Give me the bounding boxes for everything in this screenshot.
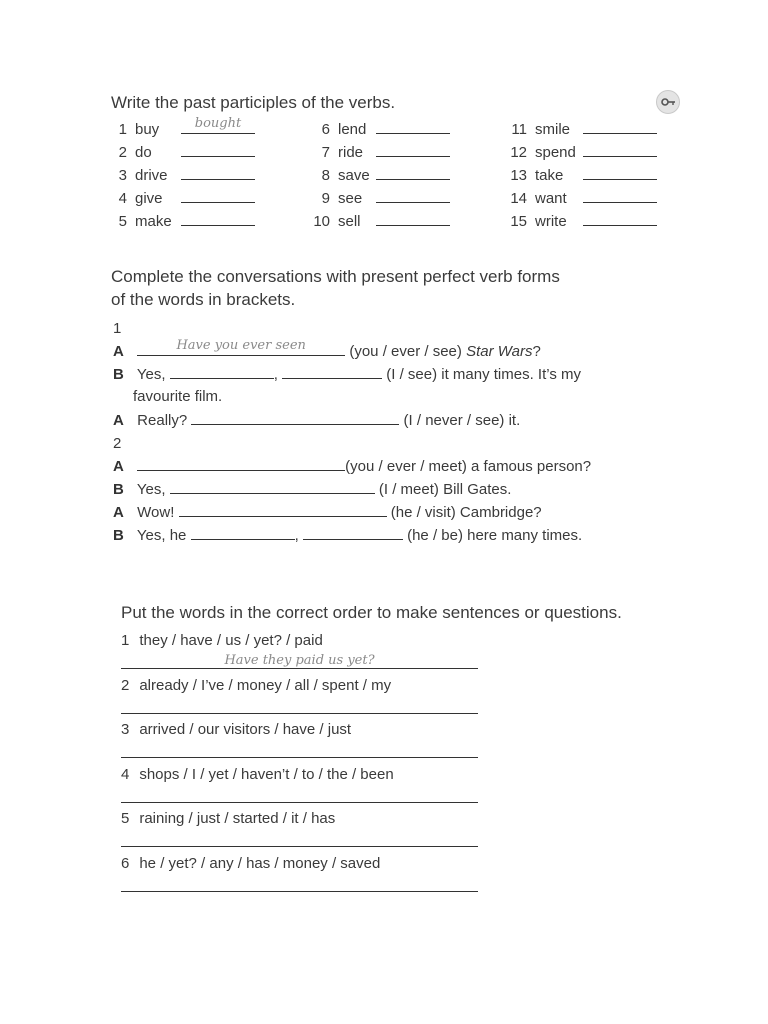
answer-line[interactable] bbox=[121, 802, 478, 803]
conv2-line3 bbox=[113, 504, 542, 522]
word-order-item bbox=[121, 766, 394, 784]
handwritten-answer: Have you ever seen bbox=[176, 338, 306, 353]
verb-text: smile bbox=[535, 121, 571, 138]
answer-blank[interactable] bbox=[170, 481, 375, 494]
verb-item bbox=[503, 144, 657, 162]
film-title: Star Wars bbox=[466, 343, 533, 360]
conv2-line4 bbox=[113, 527, 582, 545]
conv2-line2 bbox=[113, 481, 511, 499]
verb-item bbox=[308, 144, 450, 162]
answer-blank[interactable] bbox=[191, 527, 295, 540]
answer-line[interactable] bbox=[121, 713, 478, 714]
answer-blank[interactable] bbox=[583, 213, 657, 226]
verb-item bbox=[308, 213, 450, 231]
answer-blank[interactable] bbox=[376, 121, 450, 134]
answer-blank[interactable] bbox=[583, 121, 657, 134]
jumbled-words: he / yet? / any / has / money / saved bbox=[139, 855, 381, 872]
question-mark: ? bbox=[532, 343, 541, 360]
speaker-label: A bbox=[113, 458, 124, 475]
item-number: 12 bbox=[510, 144, 527, 161]
prompt-text: (I / never / see) it. bbox=[403, 412, 521, 429]
verb-item bbox=[503, 213, 657, 231]
item-number: 3 bbox=[121, 721, 130, 739]
verb-text: want bbox=[535, 190, 567, 207]
speaker-label: A bbox=[113, 504, 124, 521]
answer-blank[interactable] bbox=[181, 116, 255, 134]
line-lead-text: Really? bbox=[137, 412, 188, 429]
answer-blank[interactable] bbox=[181, 167, 255, 180]
exercise2-heading-line1: Complete the conversations with present perfect verb forms bbox=[111, 267, 560, 286]
handwritten-answer: bought bbox=[194, 116, 242, 131]
item-number: 6 bbox=[321, 121, 330, 138]
prompt-text: (I / see) it many times. It’s my bbox=[386, 366, 581, 383]
verb-text: take bbox=[535, 167, 564, 184]
comma: , bbox=[294, 527, 299, 544]
answer-blank[interactable] bbox=[137, 338, 345, 356]
item-number: 7 bbox=[321, 144, 330, 161]
verb-text: see bbox=[338, 190, 363, 207]
answer-blank[interactable] bbox=[376, 167, 450, 180]
answer-blank[interactable] bbox=[583, 167, 657, 180]
item-number: 14 bbox=[510, 190, 527, 207]
word-order-item bbox=[121, 721, 351, 739]
prompt-text: (he / visit) Cambridge? bbox=[390, 504, 542, 521]
item-number: 4 bbox=[121, 765, 130, 783]
answer-blank[interactable] bbox=[191, 412, 399, 425]
conv2-line1 bbox=[113, 458, 591, 476]
verb-item bbox=[503, 121, 657, 139]
item-number: 4 bbox=[118, 190, 127, 207]
verb-item bbox=[308, 190, 450, 208]
verb-text: do bbox=[135, 144, 152, 161]
prompt-text: (he / be) here many times. bbox=[407, 527, 583, 544]
item-number: 10 bbox=[313, 213, 330, 230]
exercise3-heading: Put the words in the correct order to make sentences or questions. bbox=[121, 603, 622, 622]
item-number: 9 bbox=[321, 190, 330, 207]
line-lead-text: Wow! bbox=[137, 504, 175, 521]
answer-line[interactable] bbox=[121, 891, 478, 892]
exercise2-heading-line2: of the words in brackets. bbox=[111, 290, 296, 309]
handwritten-answer: Have they paid us yet? bbox=[224, 653, 375, 668]
verb-text: spend bbox=[535, 144, 576, 161]
item-number: 8 bbox=[321, 167, 330, 184]
answer-blank[interactable] bbox=[583, 144, 657, 157]
prompt-text: (you / ever / see) bbox=[349, 343, 462, 360]
item-number: 13 bbox=[510, 167, 527, 184]
verb-item bbox=[113, 167, 255, 185]
answer-blank[interactable] bbox=[137, 458, 345, 471]
answer-blank[interactable] bbox=[583, 190, 657, 203]
verb-text: lend bbox=[338, 121, 367, 138]
word-order-item bbox=[121, 632, 323, 650]
item-number: 15 bbox=[510, 213, 527, 230]
answer-blank[interactable] bbox=[376, 213, 450, 226]
answer-blank[interactable] bbox=[170, 366, 274, 379]
answer-blank[interactable] bbox=[282, 366, 382, 379]
answer-blank[interactable] bbox=[181, 144, 255, 157]
prompt-text: (I / meet) Bill Gates. bbox=[378, 481, 512, 498]
verb-item bbox=[113, 116, 255, 139]
item-number: 1 bbox=[118, 121, 127, 138]
verb-text: give bbox=[135, 190, 163, 207]
key-icon[interactable] bbox=[656, 90, 680, 114]
speaker-label: B bbox=[113, 366, 124, 383]
verb-item bbox=[113, 144, 255, 162]
verb-text: buy bbox=[135, 121, 160, 138]
item-number: 2 bbox=[121, 676, 130, 694]
item-number: 5 bbox=[121, 810, 130, 828]
verb-text: sell bbox=[338, 213, 361, 230]
answer-blank[interactable] bbox=[179, 504, 387, 517]
item-number: 5 bbox=[118, 213, 127, 230]
line-lead-text: Yes, he bbox=[136, 527, 187, 544]
line-lead-text: Yes, bbox=[136, 366, 166, 383]
verb-text: make bbox=[135, 213, 172, 230]
comma: , bbox=[273, 366, 278, 383]
verb-item bbox=[503, 190, 657, 208]
speaker-label: A bbox=[113, 343, 124, 360]
speaker-label: B bbox=[113, 481, 124, 498]
item-number: 6 bbox=[121, 855, 130, 872]
verb-item bbox=[113, 190, 255, 208]
word-order-item bbox=[121, 677, 391, 695]
answer-blank[interactable] bbox=[181, 213, 255, 226]
conv1-line2 bbox=[113, 366, 581, 384]
verb-item bbox=[113, 213, 255, 231]
jumbled-words: raining / just / started / it / has bbox=[139, 810, 336, 828]
jumbled-words: shops / I / yet / haven’t / to / the / been bbox=[139, 765, 394, 783]
jumbled-words: arrived / our visitors / have / just bbox=[139, 721, 352, 739]
verb-text: ride bbox=[338, 144, 364, 161]
verb-item bbox=[308, 121, 450, 139]
item-number: 2 bbox=[118, 144, 127, 161]
jumbled-words: they / have / us / yet? / paid bbox=[139, 632, 323, 649]
answer-line[interactable] bbox=[121, 668, 478, 669]
conv1-line1 bbox=[113, 338, 541, 361]
conv1-line2-continued: favourite film. bbox=[133, 388, 223, 405]
verb-text: save bbox=[338, 167, 370, 184]
conv1-line3 bbox=[113, 412, 520, 430]
answer-blank[interactable] bbox=[303, 527, 403, 540]
prompt-text: (you / ever / meet) a famous person? bbox=[345, 458, 592, 475]
word-order-item bbox=[121, 810, 335, 828]
answer-line[interactable] bbox=[121, 846, 478, 847]
conversation-1-number: 1 bbox=[113, 320, 122, 337]
conversation-2-number: 2 bbox=[113, 435, 122, 452]
exercise1-heading: Write the past participles of the verbs. bbox=[111, 93, 396, 112]
speaker-label: B bbox=[113, 527, 124, 544]
line-lead-text: Yes, bbox=[136, 481, 166, 498]
answer-blank[interactable] bbox=[376, 144, 450, 157]
item-number: 3 bbox=[118, 167, 127, 184]
jumbled-words: already / I’ve / money / all / spent / my bbox=[139, 676, 392, 694]
item-number: 11 bbox=[511, 121, 527, 138]
item-number: 1 bbox=[121, 632, 130, 649]
key-icon-glyph bbox=[657, 91, 679, 113]
verb-text: write bbox=[535, 213, 567, 230]
answer-blank[interactable] bbox=[376, 190, 450, 203]
word-order-item bbox=[121, 855, 380, 873]
answer-blank[interactable] bbox=[181, 190, 255, 203]
verb-item bbox=[503, 167, 657, 185]
verb-item bbox=[308, 167, 450, 185]
speaker-label: A bbox=[113, 412, 124, 429]
verb-text: drive bbox=[135, 167, 168, 184]
answer-line[interactable] bbox=[121, 757, 478, 758]
